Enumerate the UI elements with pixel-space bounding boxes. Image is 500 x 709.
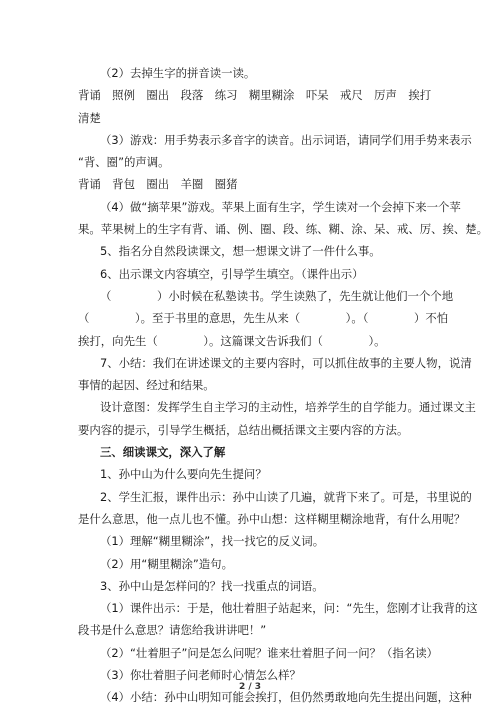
text-line: 段书是什么意思？请您给我讲讲吧！”: [78, 623, 267, 638]
text-line: （ ）。至于书里的意思，先生从来（ ）。（ ）不怕: [78, 311, 449, 326]
text-line: （ ）小时候在私塾读书。学生读熟了，先生就让他们一个个地: [100, 288, 454, 303]
text-line: 背诵 背包 圈出 羊圈 圈猪: [78, 177, 238, 192]
text-line: 果。苹果树上的生字有背、诵、例、圈、段、练、糊、涂、呆、戒、厉、挨、楚。: [78, 222, 489, 237]
text-line: （1）理解“糊里糊涂”，找一找它的反义词。: [100, 534, 325, 549]
section-heading: 三、细读课文，深入了解: [100, 445, 226, 460]
text-line: 清楚: [78, 110, 101, 125]
text-line: （3）游戏：用手势表示多音字的读音。出示词语，请同学们用手势来表示: [100, 132, 472, 147]
text-line: 设计意图：发挥学生自主学习的主动性，培养学生的自学能力。通过课文主: [100, 400, 476, 415]
text-line: （4）小结：孙中山明知可能会挨打，但仍然勇敢地向先生提出问题，这种: [100, 690, 472, 705]
text-line: （3）你壮着胆子问老师时心情怎么样？: [100, 668, 301, 683]
page-number: 2 / 3: [238, 682, 262, 692]
text-line: 挨打，向先生（ ）。这篇课文告诉我们（ ）。: [78, 333, 386, 348]
text-line: 1、孙中山为什么要向先生提问？: [100, 467, 267, 482]
text-line: 6、出示课文内容填空，引导学生填空。（课件出示）: [100, 266, 364, 281]
text-line: 背诵 照例 圈出 段落 练习 糊里糊涂 吓呆 戒尺 厉声 挨打: [78, 88, 432, 103]
text-line: （2）“壮着胆子”问是怎么问呢？谁来壮着胆子问一问？（指名读）: [100, 645, 438, 660]
text-line: （4）做“摘苹果”游戏。苹果上面有生字，学生读对一个会掉下来一个苹: [100, 199, 461, 214]
text-line: （1）课件出示：于是，他壮着胆子站起来，问：“先生，您刚才让我背的这: [100, 601, 478, 616]
text-line: 5、指名分自然段读课文，想一想课文讲了一件什么事。: [100, 244, 381, 259]
text-line: 7、小结：我们在讲述课文的主要内容时，可以抓住故事的主要人物，说清: [100, 355, 472, 370]
text-line: “背、圈”的声调。: [78, 155, 170, 170]
text-line: （2）用“糊里糊涂”造句。: [100, 556, 233, 571]
text-line: 事情的起因、经过和结果。: [78, 378, 215, 393]
text-line: 2、学生汇报，课件出示：孙中山读了几遍，就背下来了。可是，书里说的: [100, 489, 472, 504]
text-line: 3、孙中山是怎样问的？找一找重点的词语。: [100, 578, 324, 593]
text-line: 是什么意思，他一点儿也不懂。孙中山想：这样糊里糊涂地背，有什么用呢？: [78, 511, 466, 526]
text-line: 要内容的提示，引导学生概括，总结出概括课文主要内容的方法。: [78, 422, 409, 437]
text-line: （2）去掉生字的拼音读一读。: [100, 66, 256, 80]
